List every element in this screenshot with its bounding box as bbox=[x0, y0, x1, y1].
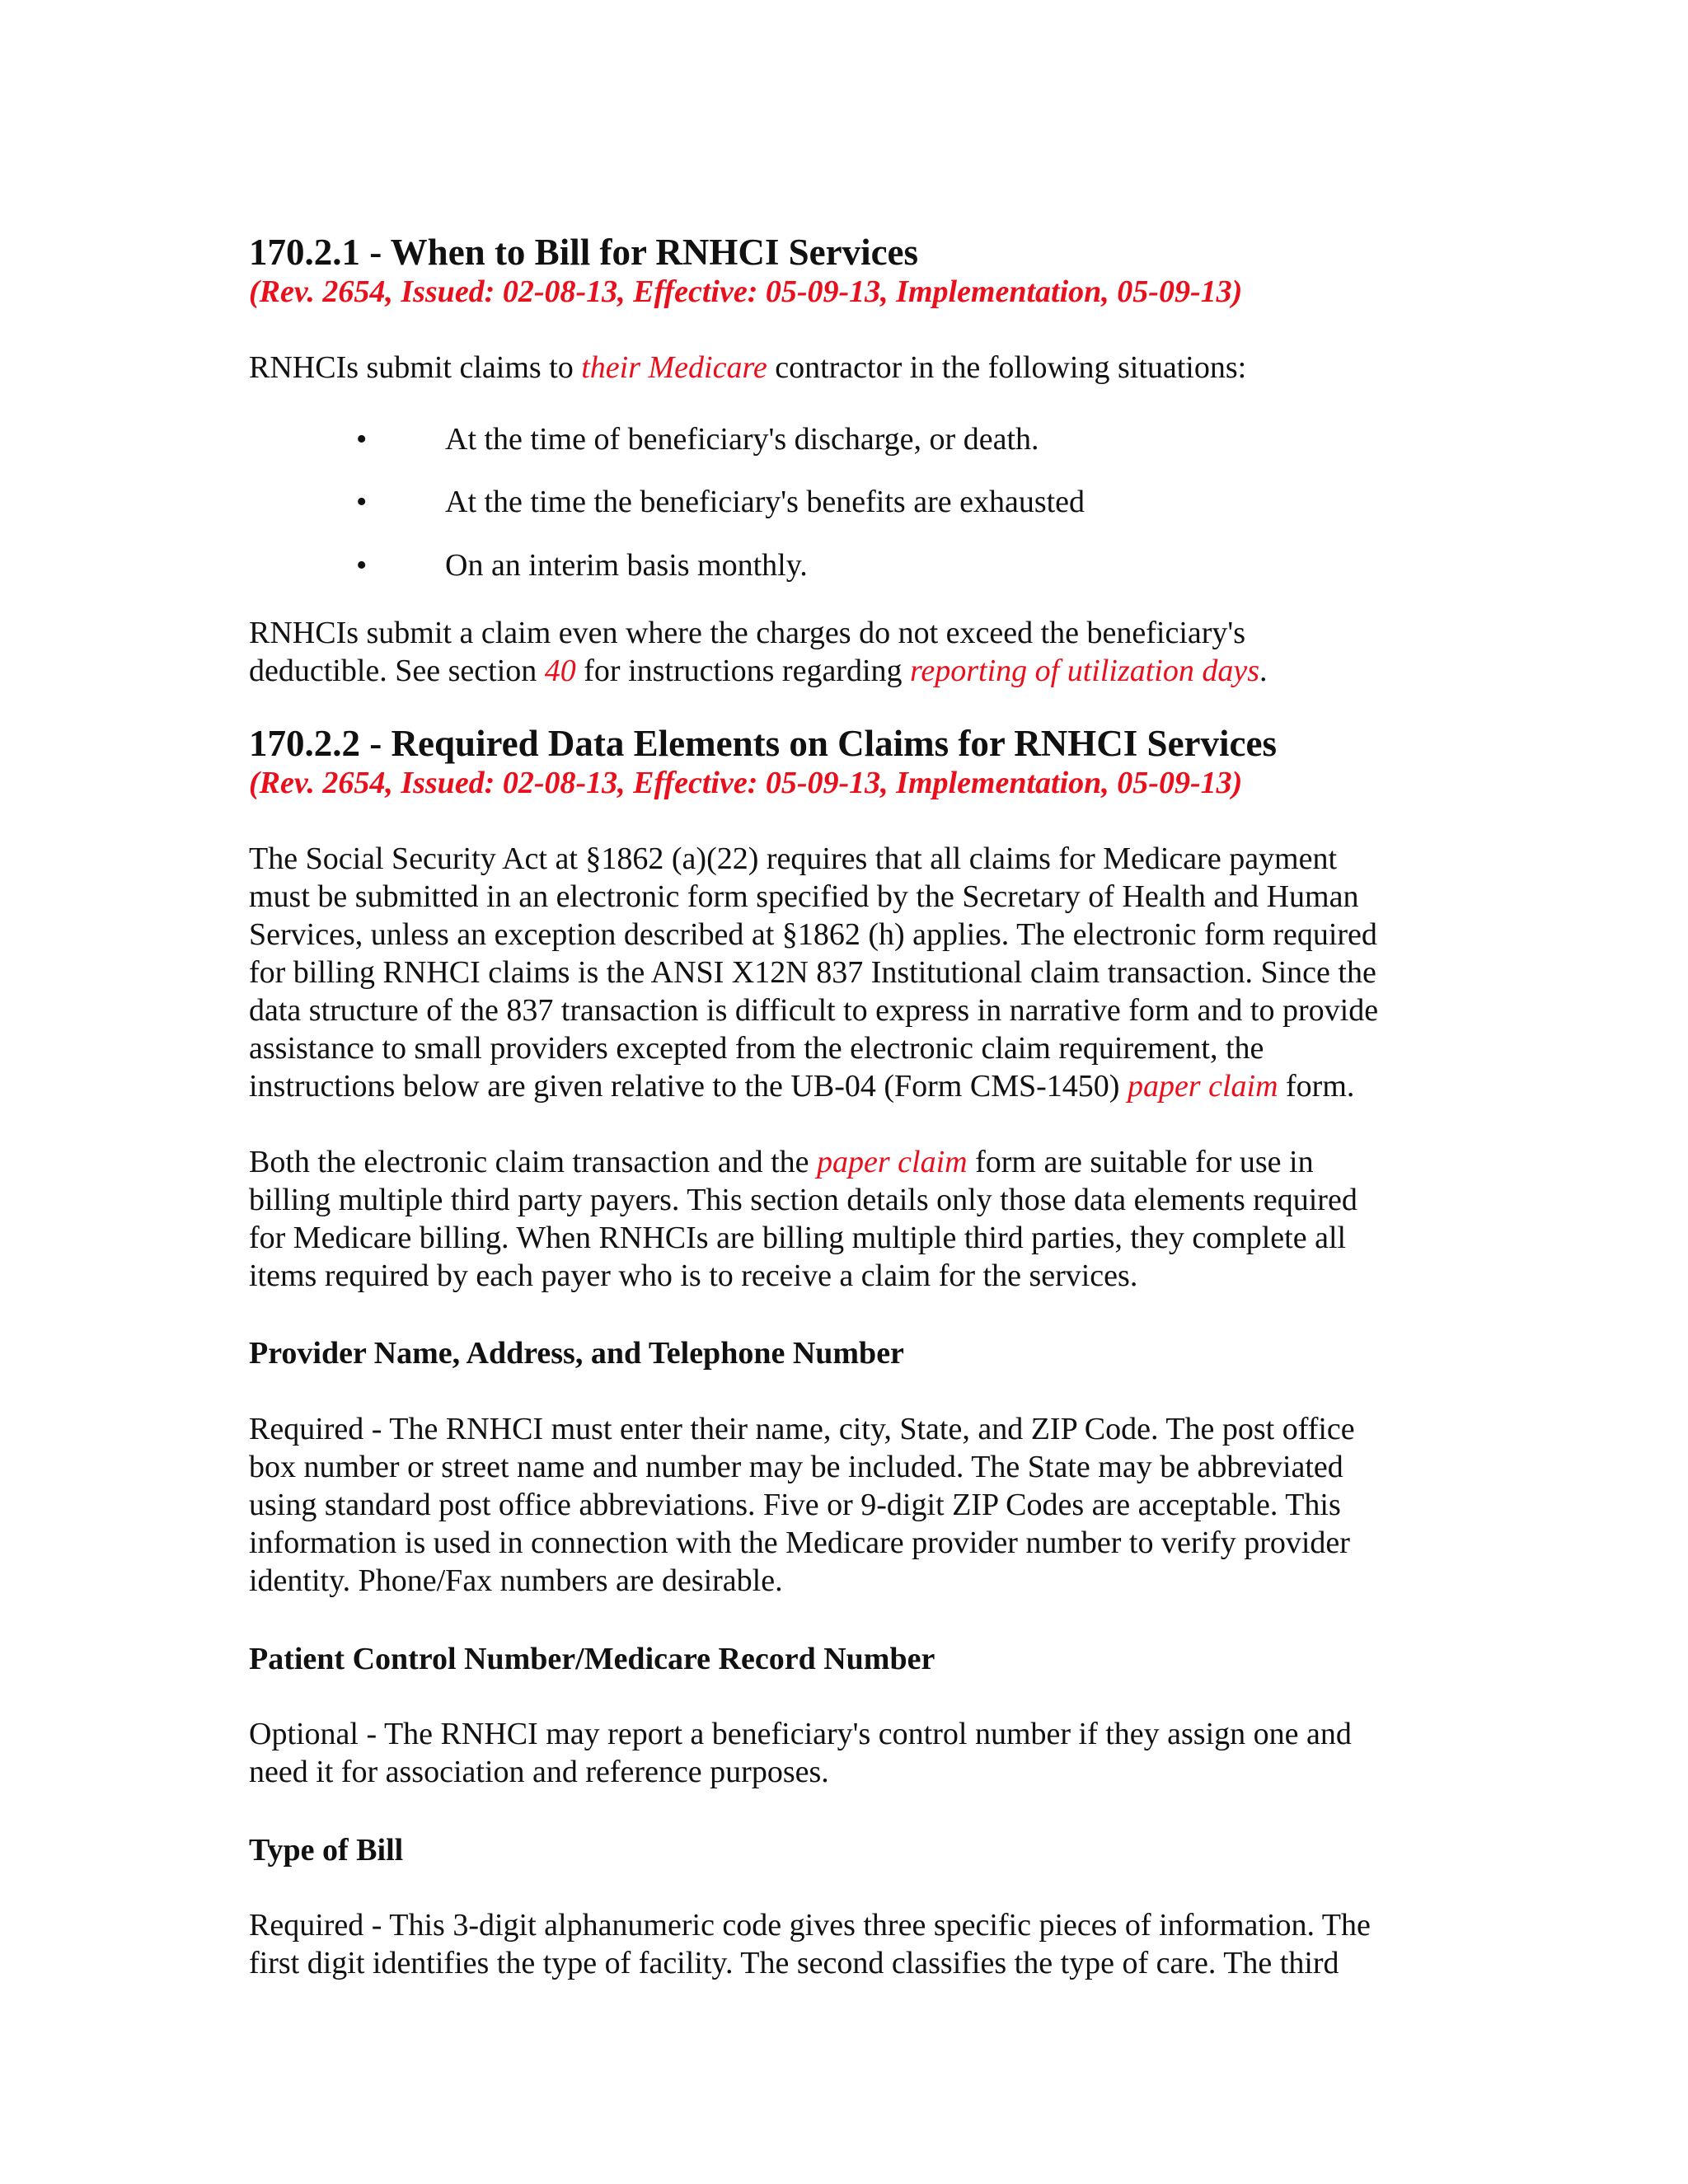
paragraph-line: Required - The RNHCI must enter their name, city, State, and ZIP Code. The post office bbox=[249, 1412, 1355, 1446]
paragraph-line: data structure of the 837 transaction is difficult to express in narrative form and to provide bbox=[249, 993, 1379, 1028]
body-paragraph-1 bbox=[249, 840, 1469, 1105]
paragraph-line: must be submitted in an electronic form specified by the Secretary of Health and Human bbox=[249, 879, 1359, 914]
intro-highlight: their Medicare bbox=[581, 350, 767, 385]
paragraph-line: first digit identifies the type of facility. The second classifies the type of care. The third bbox=[249, 1946, 1339, 1980]
paragraph-line: box number or street name and number may be included. The State may be abbreviated bbox=[249, 1450, 1343, 1484]
list-item-text: At the time of beneficiary's discharge, or death. bbox=[445, 422, 1039, 457]
paragraph-line: billing multiple third party payers. This section details only those data elements required bbox=[249, 1183, 1357, 1217]
bullet-icon: • bbox=[356, 485, 368, 519]
section-heading-170-2-2: 170.2.2 - Required Data Elements on Claims for RNHCI Services bbox=[249, 723, 1277, 764]
closing-paragraph bbox=[249, 614, 1469, 690]
type-of-bill-subheading: Type of Bill bbox=[249, 1833, 404, 1868]
paragraph-text: instructions below are given relative to the UB-04 (Form CMS-1450) bbox=[249, 1069, 1128, 1104]
patient-control-subheading: Patient Control Number/Medicare Record Number bbox=[249, 1642, 935, 1676]
paragraph-line: using standard post office abbreviations. Five or 9-digit ZIP Codes are acceptable. This bbox=[249, 1488, 1341, 1522]
patient-control-paragraph bbox=[249, 1715, 1469, 1791]
paragraph-line: Required - This 3-digit alphanumeric code gives three specific pieces of information. The bbox=[249, 1908, 1371, 1943]
paragraph-text: for instructions regarding bbox=[575, 654, 911, 688]
bullet-icon: • bbox=[356, 548, 368, 583]
paragraph-line: Services, unless an exception described at §1862 (h) applies. The electronic form required bbox=[249, 917, 1377, 952]
list-item-text: At the time the beneficiary's benefits are exhausted bbox=[445, 485, 1085, 519]
paper-claim-link[interactable]: paper claim bbox=[817, 1145, 968, 1179]
body-paragraph-2 bbox=[249, 1143, 1469, 1295]
revision-note: (Rev. 2654, Issued: 02-08-13, Effective: 05-09-13, Implementation, 05-09-13) bbox=[249, 274, 1243, 309]
list-item-text: On an interim basis monthly. bbox=[445, 548, 808, 583]
revision-note: (Rev. 2654, Issued: 02-08-13, Effective: 05-09-13, Implementation, 05-09-13) bbox=[249, 766, 1243, 800]
paragraph-text: form. bbox=[1278, 1069, 1355, 1104]
paragraph-text: Both the electronic claim transaction and the bbox=[249, 1145, 818, 1179]
section-reference-link[interactable]: 40 bbox=[544, 654, 576, 688]
section-heading-170-2-1: 170.2.1 - When to Bill for RNHCI Services bbox=[249, 232, 919, 273]
intro-text-end: contractor in the following situations: bbox=[767, 350, 1247, 385]
paragraph-line: information is used in connection with the Medicare provider number to verify provider bbox=[249, 1526, 1350, 1560]
paragraph-text: . bbox=[1259, 654, 1268, 688]
paragraph-line: Optional - The RNHCI may report a beneficiary's control number if they assign one and bbox=[249, 1717, 1352, 1751]
provider-subheading: Provider Name, Address, and Telephone Number bbox=[249, 1336, 904, 1371]
intro-paragraph bbox=[249, 349, 1469, 387]
paragraph-text: form are suitable for use in bbox=[967, 1145, 1314, 1179]
type-of-bill-paragraph bbox=[249, 1906, 1469, 1982]
bullet-icon: • bbox=[356, 422, 368, 457]
paragraph-line: items required by each payer who is to receive a claim for the services. bbox=[249, 1258, 1138, 1293]
paragraph-text: deductible. See section bbox=[249, 654, 545, 688]
paragraph-line: The Social Security Act at §1862 (a)(22) requires that all claims for Medicare payment bbox=[249, 841, 1338, 876]
paragraph-line: RNHCIs submit a claim even where the charges do not exceed the beneficiary's bbox=[249, 616, 1246, 650]
provider-paragraph bbox=[249, 1410, 1469, 1600]
paragraph-line: identity. Phone/Fax numbers are desirable. bbox=[249, 1563, 783, 1598]
utilization-days-link[interactable]: reporting of utilization days bbox=[910, 654, 1260, 688]
paragraph-line: for billing RNHCI claims is the ANSI X12N 837 Institutional claim transaction. Since the bbox=[249, 955, 1376, 990]
paragraph-line: assistance to small providers excepted from the electronic claim requirement, the bbox=[249, 1031, 1264, 1066]
paper-claim-link[interactable]: paper claim bbox=[1127, 1069, 1278, 1104]
paragraph-line: need it for association and reference purposes. bbox=[249, 1755, 829, 1789]
intro-text: RNHCIs submit claims to bbox=[249, 350, 582, 385]
paragraph-line: for Medicare billing. When RNHCIs are billing multiple third parties, they complete all bbox=[249, 1221, 1347, 1255]
